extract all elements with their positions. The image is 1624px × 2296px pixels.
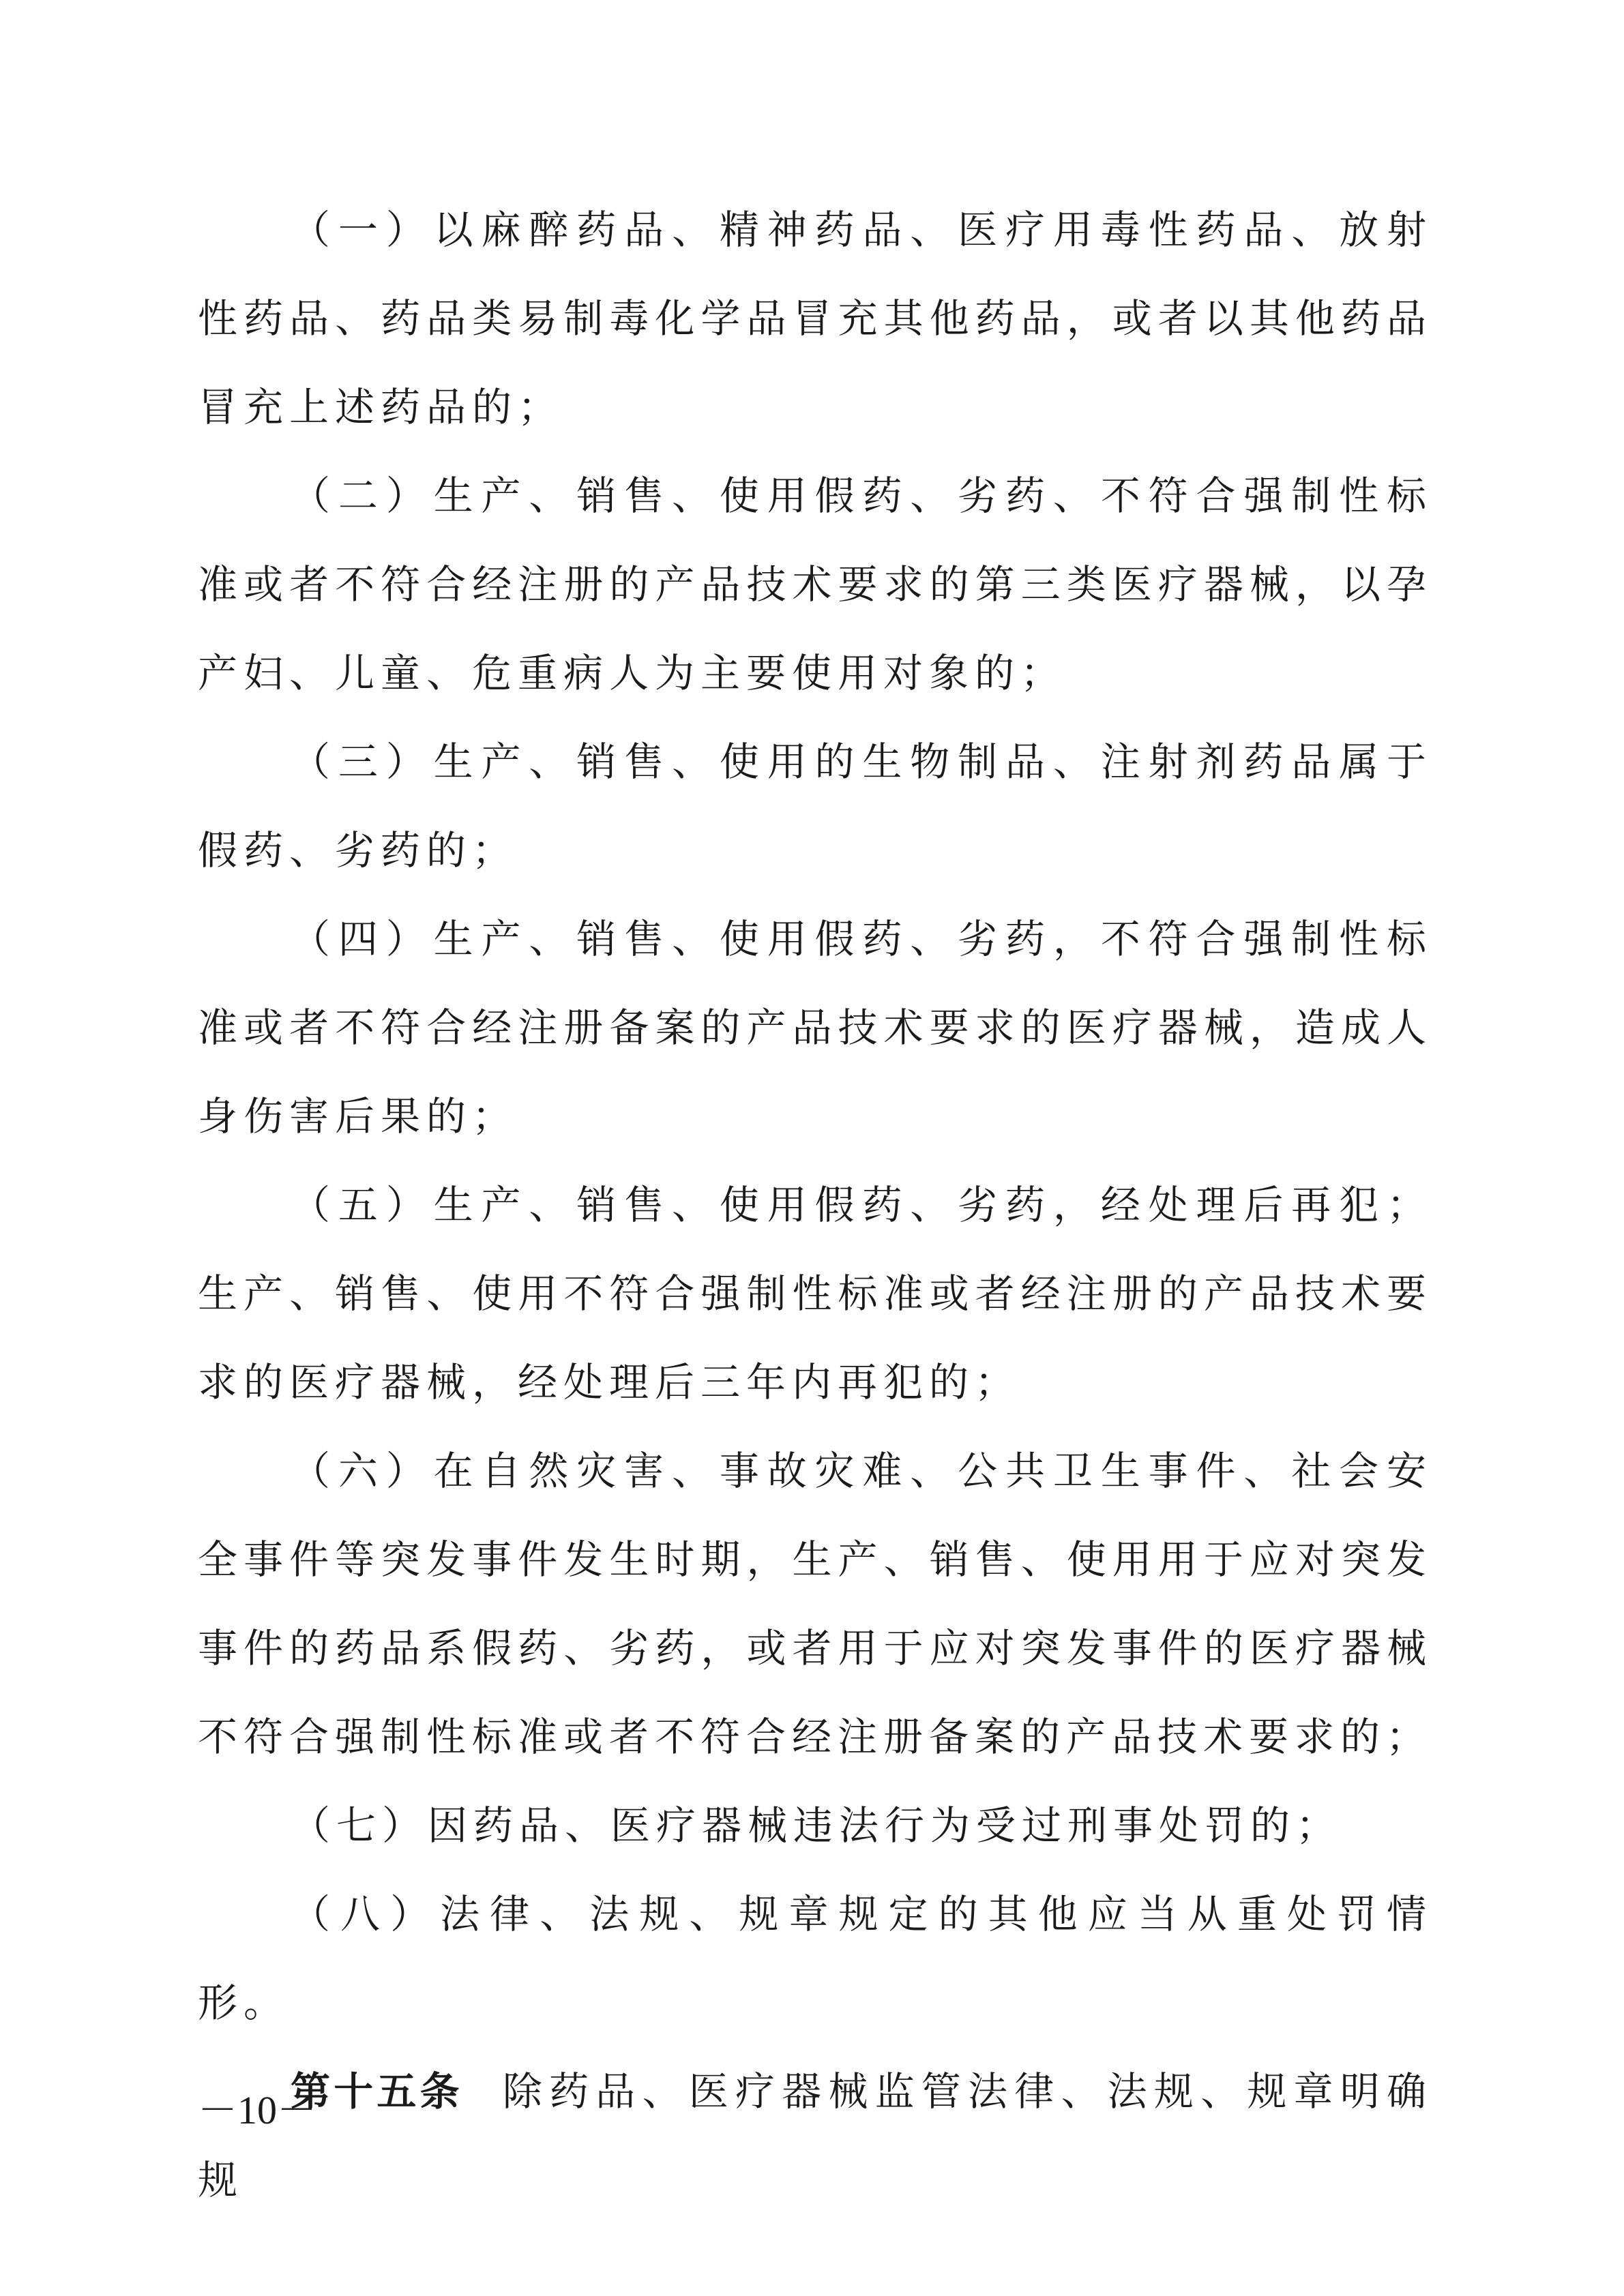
- article-text: 除药品、医疗器械监管法律、法规、规章明确规: [198, 2068, 1432, 2203]
- clause-8: （八）法律、法规、规章规定的其他应当从重处罚情形。: [198, 1891, 1432, 2026]
- clause-6: （六）在自然灾害、事故灾难、公共卫生事件、社会安全事件等突发事件发生时期，生产、销售、使用用于应对突发事件的药品系假药、劣药，或者用于应对突发事件的医疗器械不符合强制性标准或者不符合经注册备案的产品技术要求的；: [198, 1448, 1432, 1760]
- document-body: [198, 185, 1432, 2224]
- clause-3: （三）生产、销售、使用的生物制品、注射剂药品属于假药、劣药的；: [198, 739, 1432, 874]
- clause-4: （四）生产、销售、使用假药、劣药，不符合强制性标准或者不符合经注册备案的产品技术要求的医疗器械，造成人身伤害后果的；: [198, 916, 1432, 1139]
- page-number: －10－: [198, 2088, 317, 2132]
- clause-2: （二）生产、销售、使用假药、劣药、不符合强制性标准或者不符合经注册的产品技术要求的第三类医疗器械，以孕产妇、儿童、危重病人为主要使用对象的；: [198, 473, 1432, 696]
- clause-5: （五）生产、销售、使用假药、劣药，经处理后再犯；生产、销售、使用不符合强制性标准或者经注册的产品技术要求的医疗器械，经处理后三年内再犯的；: [198, 1182, 1432, 1405]
- article-heading: 第十五条: [291, 2068, 463, 2115]
- clause-7: （七）因药品、医疗器械违法行为受过刑事处罚的；: [291, 1802, 1342, 1849]
- clause-1: （一）以麻醉药品、精神药品、医疗用毒性药品、放射性药品、药品类易制毒化学品冒充其他药品，或者以其他药品冒充上述药品的；: [198, 207, 1432, 430]
- article-15: [198, 2047, 1432, 2224]
